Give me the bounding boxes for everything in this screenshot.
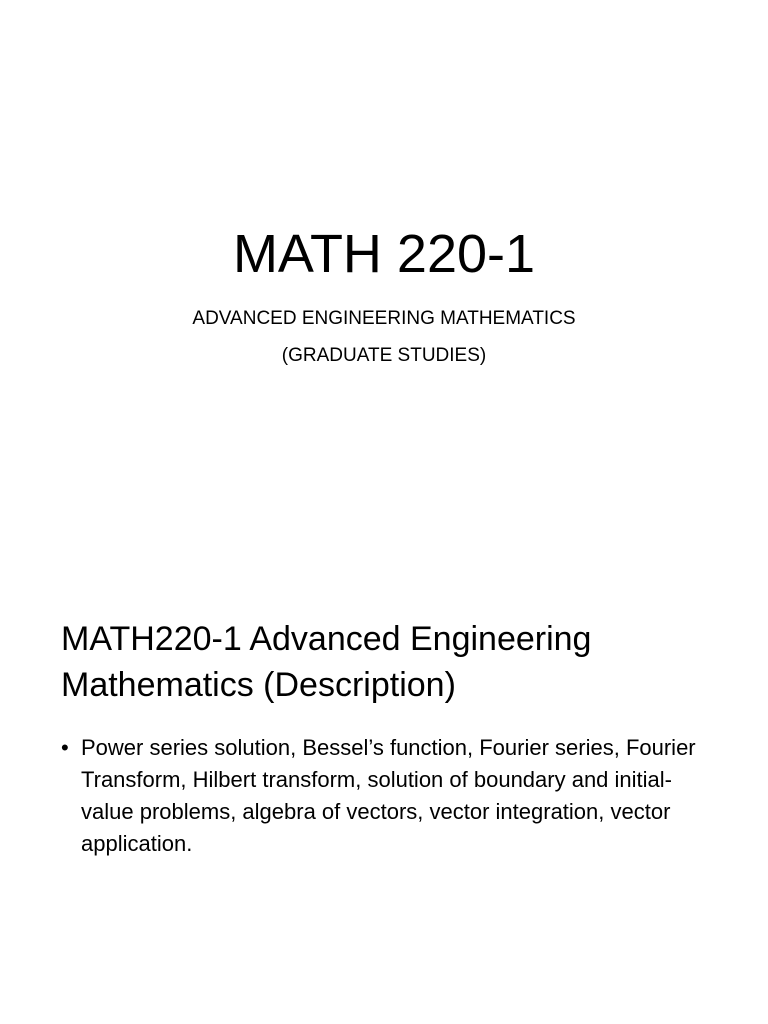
description-bullet-text: Power series solution, Bessel’s function, Fourier series, Fourier Transform, Hilbert transform, solution of boundary and initial-value problems, algebra of vectors, vector integration, vector application. bbox=[81, 735, 696, 856]
slide-subtitle-line-2: (GRADUATE STUDIES) bbox=[281, 345, 487, 366]
slide-subtitle-line-1: ADVANCED ENGINEERING MATHEMATICS bbox=[192, 308, 576, 329]
description-bullet-list bbox=[61, 732, 711, 860]
bullet-icon: • bbox=[61, 735, 69, 760]
description-heading: MATH220-1 Advanced Engineering Mathematics (Description) bbox=[61, 620, 592, 704]
description-slide bbox=[0, 576, 768, 1024]
slide-title: MATH 220-1 bbox=[232, 224, 536, 284]
description-bullet-item bbox=[61, 732, 711, 860]
